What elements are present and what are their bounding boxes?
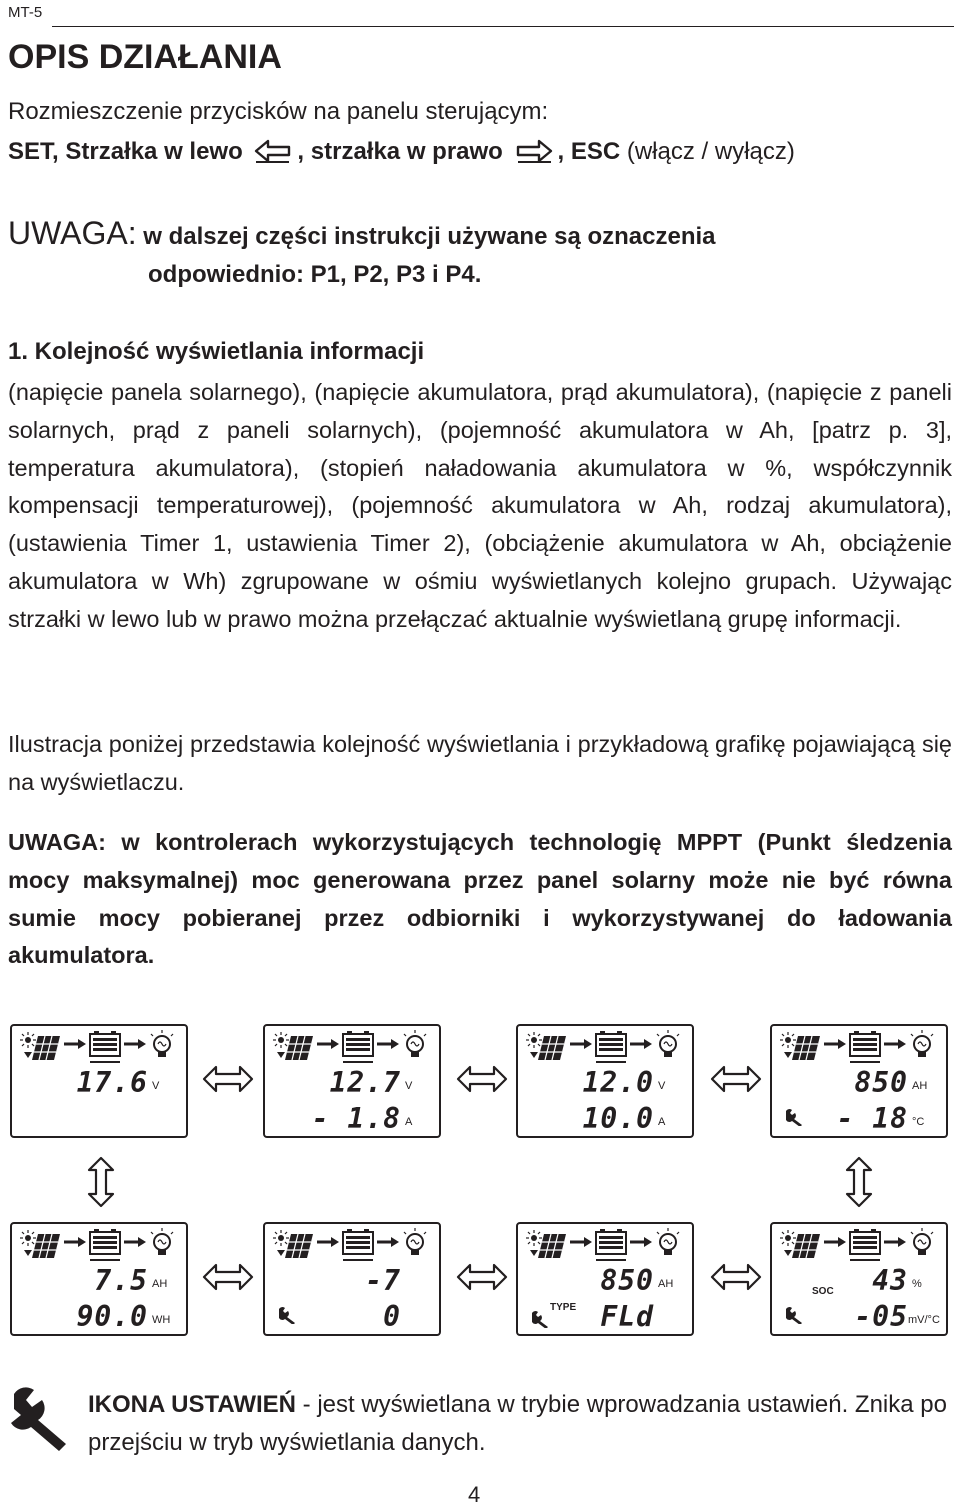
up-down-arrow-icon <box>86 1156 116 1208</box>
wrench-icon <box>530 1310 552 1328</box>
lcd-display <box>263 1222 441 1336</box>
lcd-unit-1: V <box>658 1080 666 1092</box>
lcd-unit-1: % <box>912 1278 922 1290</box>
lcd-value-1: 850 <box>600 1264 654 1297</box>
wrench-icon <box>784 1306 806 1324</box>
wrench-icon <box>784 1108 806 1126</box>
set-left-label: SET, Strzałka w lewo <box>8 138 243 165</box>
note-line1: w dalszej części instrukcji używane są oznaczenia <box>136 223 716 250</box>
lcd-value-2: 10.0 <box>582 1102 654 1135</box>
lcd-unit-2: °C <box>912 1116 925 1128</box>
lcd-value-1: 17.6 <box>76 1066 148 1099</box>
lcd-value-2: -05 <box>854 1300 908 1333</box>
section-title: 1. Kolejność wyświetlania informacji <box>8 338 425 365</box>
settings-icon-note <box>88 1386 948 1462</box>
lcd-unit-1: V <box>405 1080 413 1092</box>
section-paragraph: (napięcie panela solarnego), (napięcie akumulatora, prąd akumulatora), (napięcie z paneli solarnych, prąd z paneli solarnych), (pojemność akumulatora w Ah, [patrz p. 3], temperatura akumulatora), (stopień naładowania akumulatora w %, współczynnik kompensacji temperaturowej), (pojemność akumulatora w Ah, rodzaj akumulatora), (ustawienia Timer 1, ustawienia Timer 2), (obciążenie akumulatora w Ah, obciążenie akumulatora w Wh) zgrupowane w ośmiu wyświetlanych kolejno grupach. Używając strzałki w lewo lub w prawo można przełączać aktualnie wyświetlaną grupę informacji. <box>8 379 952 632</box>
lcd-value-2: - 18 <box>836 1102 908 1135</box>
document-code: MT-5 <box>8 4 43 21</box>
lcd-display <box>770 1222 948 1336</box>
esc-note: (włącz / wyłącz) <box>620 138 795 165</box>
settings-wrench-icon <box>8 1384 76 1454</box>
lcd-value-2: 0 <box>383 1300 401 1333</box>
mppt-warning: UWAGA: w kontrolerach wykorzystujących technologię MPPT (Punkt śledzenia mocy maksymalnej) moc generowana przez panel solarny może nie być równa sumie mocy pobieranej przez odbiorniki i wykorzystywanej do ładowania akumulatora. <box>8 829 952 969</box>
status-icons <box>273 1030 433 1070</box>
lcd-value-1: -7 <box>365 1264 401 1297</box>
esc-label: , ESC <box>557 138 621 165</box>
status-icons <box>780 1030 940 1070</box>
lcd-unit-2: A <box>405 1116 413 1128</box>
right-arrow-icon <box>514 137 554 165</box>
lcd-value-2: - 1.8 <box>311 1102 401 1135</box>
lcd-value-2: 90.0 <box>76 1300 148 1333</box>
left-right-arrow-icon <box>202 1262 254 1292</box>
lcd-value-2: FLd <box>600 1300 654 1333</box>
lcd-display <box>770 1024 948 1138</box>
soc-label: SOC <box>812 1286 834 1297</box>
page-number: 4 <box>468 1482 481 1507</box>
left-right-arrow-icon <box>710 1064 762 1094</box>
illustration-paragraph: Ilustracja poniżej przedstawia kolejność wyświetlania i przykładową grafikę pojawiającą się na wyświetlaczu. <box>8 731 952 795</box>
lcd-unit-2: mV/°C <box>908 1314 940 1326</box>
lcd-value-1: 12.7 <box>329 1066 401 1099</box>
lcd-display <box>10 1024 188 1138</box>
up-down-arrow-icon <box>844 1156 874 1208</box>
note-block <box>8 214 716 294</box>
lcd-display <box>263 1024 441 1138</box>
lcd-unit-1: V <box>152 1080 160 1092</box>
buttons-line <box>8 132 795 172</box>
lcd-unit-1: AH <box>152 1278 168 1290</box>
header-divider <box>52 26 954 27</box>
status-icons <box>20 1228 180 1268</box>
wrench-icon <box>277 1306 299 1324</box>
status-icons <box>526 1030 686 1070</box>
right-label: , strzałka w prawo <box>297 138 503 165</box>
lcd-display <box>10 1222 188 1336</box>
left-arrow-icon <box>253 137 293 165</box>
status-icons <box>20 1030 180 1070</box>
lcd-value-1: 7.5 <box>94 1264 148 1297</box>
status-icons <box>526 1228 686 1268</box>
note-label: UWAGA: <box>8 215 137 251</box>
lcd-display <box>516 1024 694 1138</box>
note-line2: odpowiednio: P1, P2, P3 i P4. <box>148 261 482 288</box>
status-icons <box>273 1228 433 1268</box>
lcd-unit-1: AH <box>912 1080 928 1092</box>
intro-line: Rozmieszczenie przycisków na panelu sterującym: <box>8 98 549 125</box>
lcd-value-1: 43 <box>872 1264 908 1297</box>
settings-description: - jest wyświetlana w trybie wprowadzania ustawień. Znika po przejściu w tryb wyświetlania danych. <box>88 1391 947 1456</box>
left-right-arrow-icon <box>456 1262 508 1292</box>
lcd-value-1: 12.0 <box>582 1066 654 1099</box>
status-icons <box>780 1228 940 1268</box>
lcd-unit-2: A <box>658 1116 666 1128</box>
type-label: TYPE <box>550 1302 577 1313</box>
left-right-arrow-icon <box>456 1064 508 1094</box>
left-right-arrow-icon <box>202 1064 254 1094</box>
lcd-unit-1: AH <box>658 1278 674 1290</box>
page-title: OPIS DZIAŁANIA <box>8 38 282 76</box>
settings-label: IKONA USTAWIEŃ <box>88 1391 296 1418</box>
lcd-value-1: 850 <box>854 1066 908 1099</box>
lcd-display <box>516 1222 694 1336</box>
intro-block <box>8 92 795 172</box>
left-right-arrow-icon <box>710 1262 762 1292</box>
lcd-unit-2: WH <box>152 1314 171 1326</box>
